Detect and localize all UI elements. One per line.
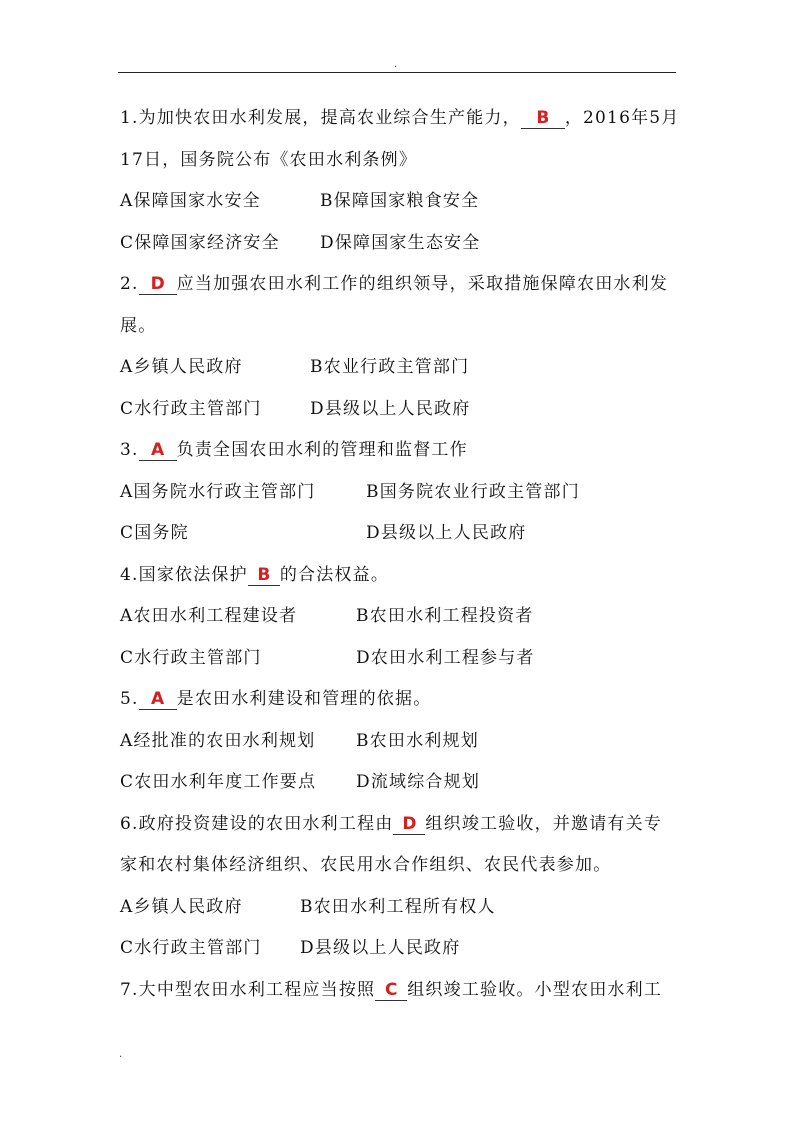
option-a: A乡镇人民政府 (120, 357, 243, 377)
question-6-stem-cont: 家和农村集体经济组织、农民用水合作组织、农民代表参加。 (120, 855, 612, 875)
question-1-stem: 1.为加快农田水利发展，提高农业综合生产能力， B ，2016年5月 (120, 108, 680, 128)
option-d: D流域综合规划 (356, 772, 481, 792)
answer-blank: B (521, 108, 565, 129)
answer-blank: B (248, 565, 280, 586)
option-d: D农田水利工程参与者 (356, 647, 535, 668)
option-b: B国务院农业行政主管部门 (366, 481, 580, 502)
question-2-stem: 2. D 应当加强农田水利工作的组织领导，采取措施保障农田水利发 (120, 274, 669, 294)
option-a: A农田水利工程建设者 (120, 606, 298, 626)
option-a: A保障国家水安全 (120, 191, 261, 211)
option-b: B农田水利工程所有权人 (300, 896, 496, 917)
header-mark: . (394, 59, 398, 70)
question-1-stem-cont: 17日，国务院公布《农田水利条例》 (120, 149, 418, 170)
option-d: D县级以上人民政府 (300, 938, 461, 958)
question-5-options-row1 (120, 721, 676, 763)
option-b: B农业行政主管部门 (310, 357, 470, 377)
answer-blank: A (139, 689, 177, 710)
question-1-options-row1 (120, 181, 676, 223)
footer-mark: . (119, 1049, 123, 1060)
question-list (120, 98, 680, 1011)
option-a: A国务院水行政主管部门 (120, 481, 316, 502)
question-2-stem-cont: 展。 (120, 315, 157, 336)
option-b: B农田水利工程投资者 (356, 606, 534, 626)
question-6-options-row1 (120, 887, 676, 929)
option-a: A经批准的农田水利规划 (120, 730, 316, 751)
option-c: C国务院 (120, 523, 189, 543)
question-6-stem: 6.政府投资建设的农田水利工程由 D 组织竣工验收，并邀请有关专 (120, 813, 663, 834)
option-a: A乡镇人民政府 (120, 896, 243, 917)
question-4-options-row2 (120, 638, 676, 680)
option-b: B保障国家粮食安全 (320, 191, 480, 211)
question-7-stem: 7.大中型农田水利工程应当按照 C 组织竣工验收。小型农田水利工 (120, 979, 663, 1000)
option-d: D县级以上人民政府 (366, 523, 527, 543)
option-b: B农田水利规划 (356, 730, 479, 751)
option-d: D保障国家生态安全 (320, 232, 481, 253)
answer-blank: D (393, 814, 425, 835)
option-c: C水行政主管部门 (120, 647, 262, 668)
question-6-options-row2 (120, 928, 676, 970)
answer-blank: A (139, 440, 177, 461)
option-c: C水行政主管部门 (120, 938, 262, 958)
question-4-options-row1 (120, 596, 676, 638)
question-3-options-row1 (120, 472, 676, 514)
option-c: C保障国家经济安全 (120, 232, 280, 253)
option-c: C农田水利年度工作要点 (120, 772, 317, 792)
question-4-stem: 4.国家依法保护 B 的合法权益。 (120, 564, 390, 585)
question-2-options-row1 (120, 347, 676, 389)
header-rule (118, 72, 676, 73)
question-5-options-row2 (120, 762, 676, 804)
question-2-options-row2 (120, 389, 676, 431)
answer-blank: D (139, 274, 177, 295)
question-3-stem: 3. A 负责全国农田水利的管理和监督工作 (120, 440, 468, 460)
question-1-options-row2 (120, 223, 676, 265)
answer-blank: C (375, 980, 407, 1001)
option-d: D县级以上人民政府 (310, 398, 471, 419)
question-3-options-row2 (120, 513, 676, 555)
question-5-stem: 5. A 是农田水利建设和管理的依据。 (120, 689, 432, 709)
option-c: C水行政主管部门 (120, 398, 262, 419)
